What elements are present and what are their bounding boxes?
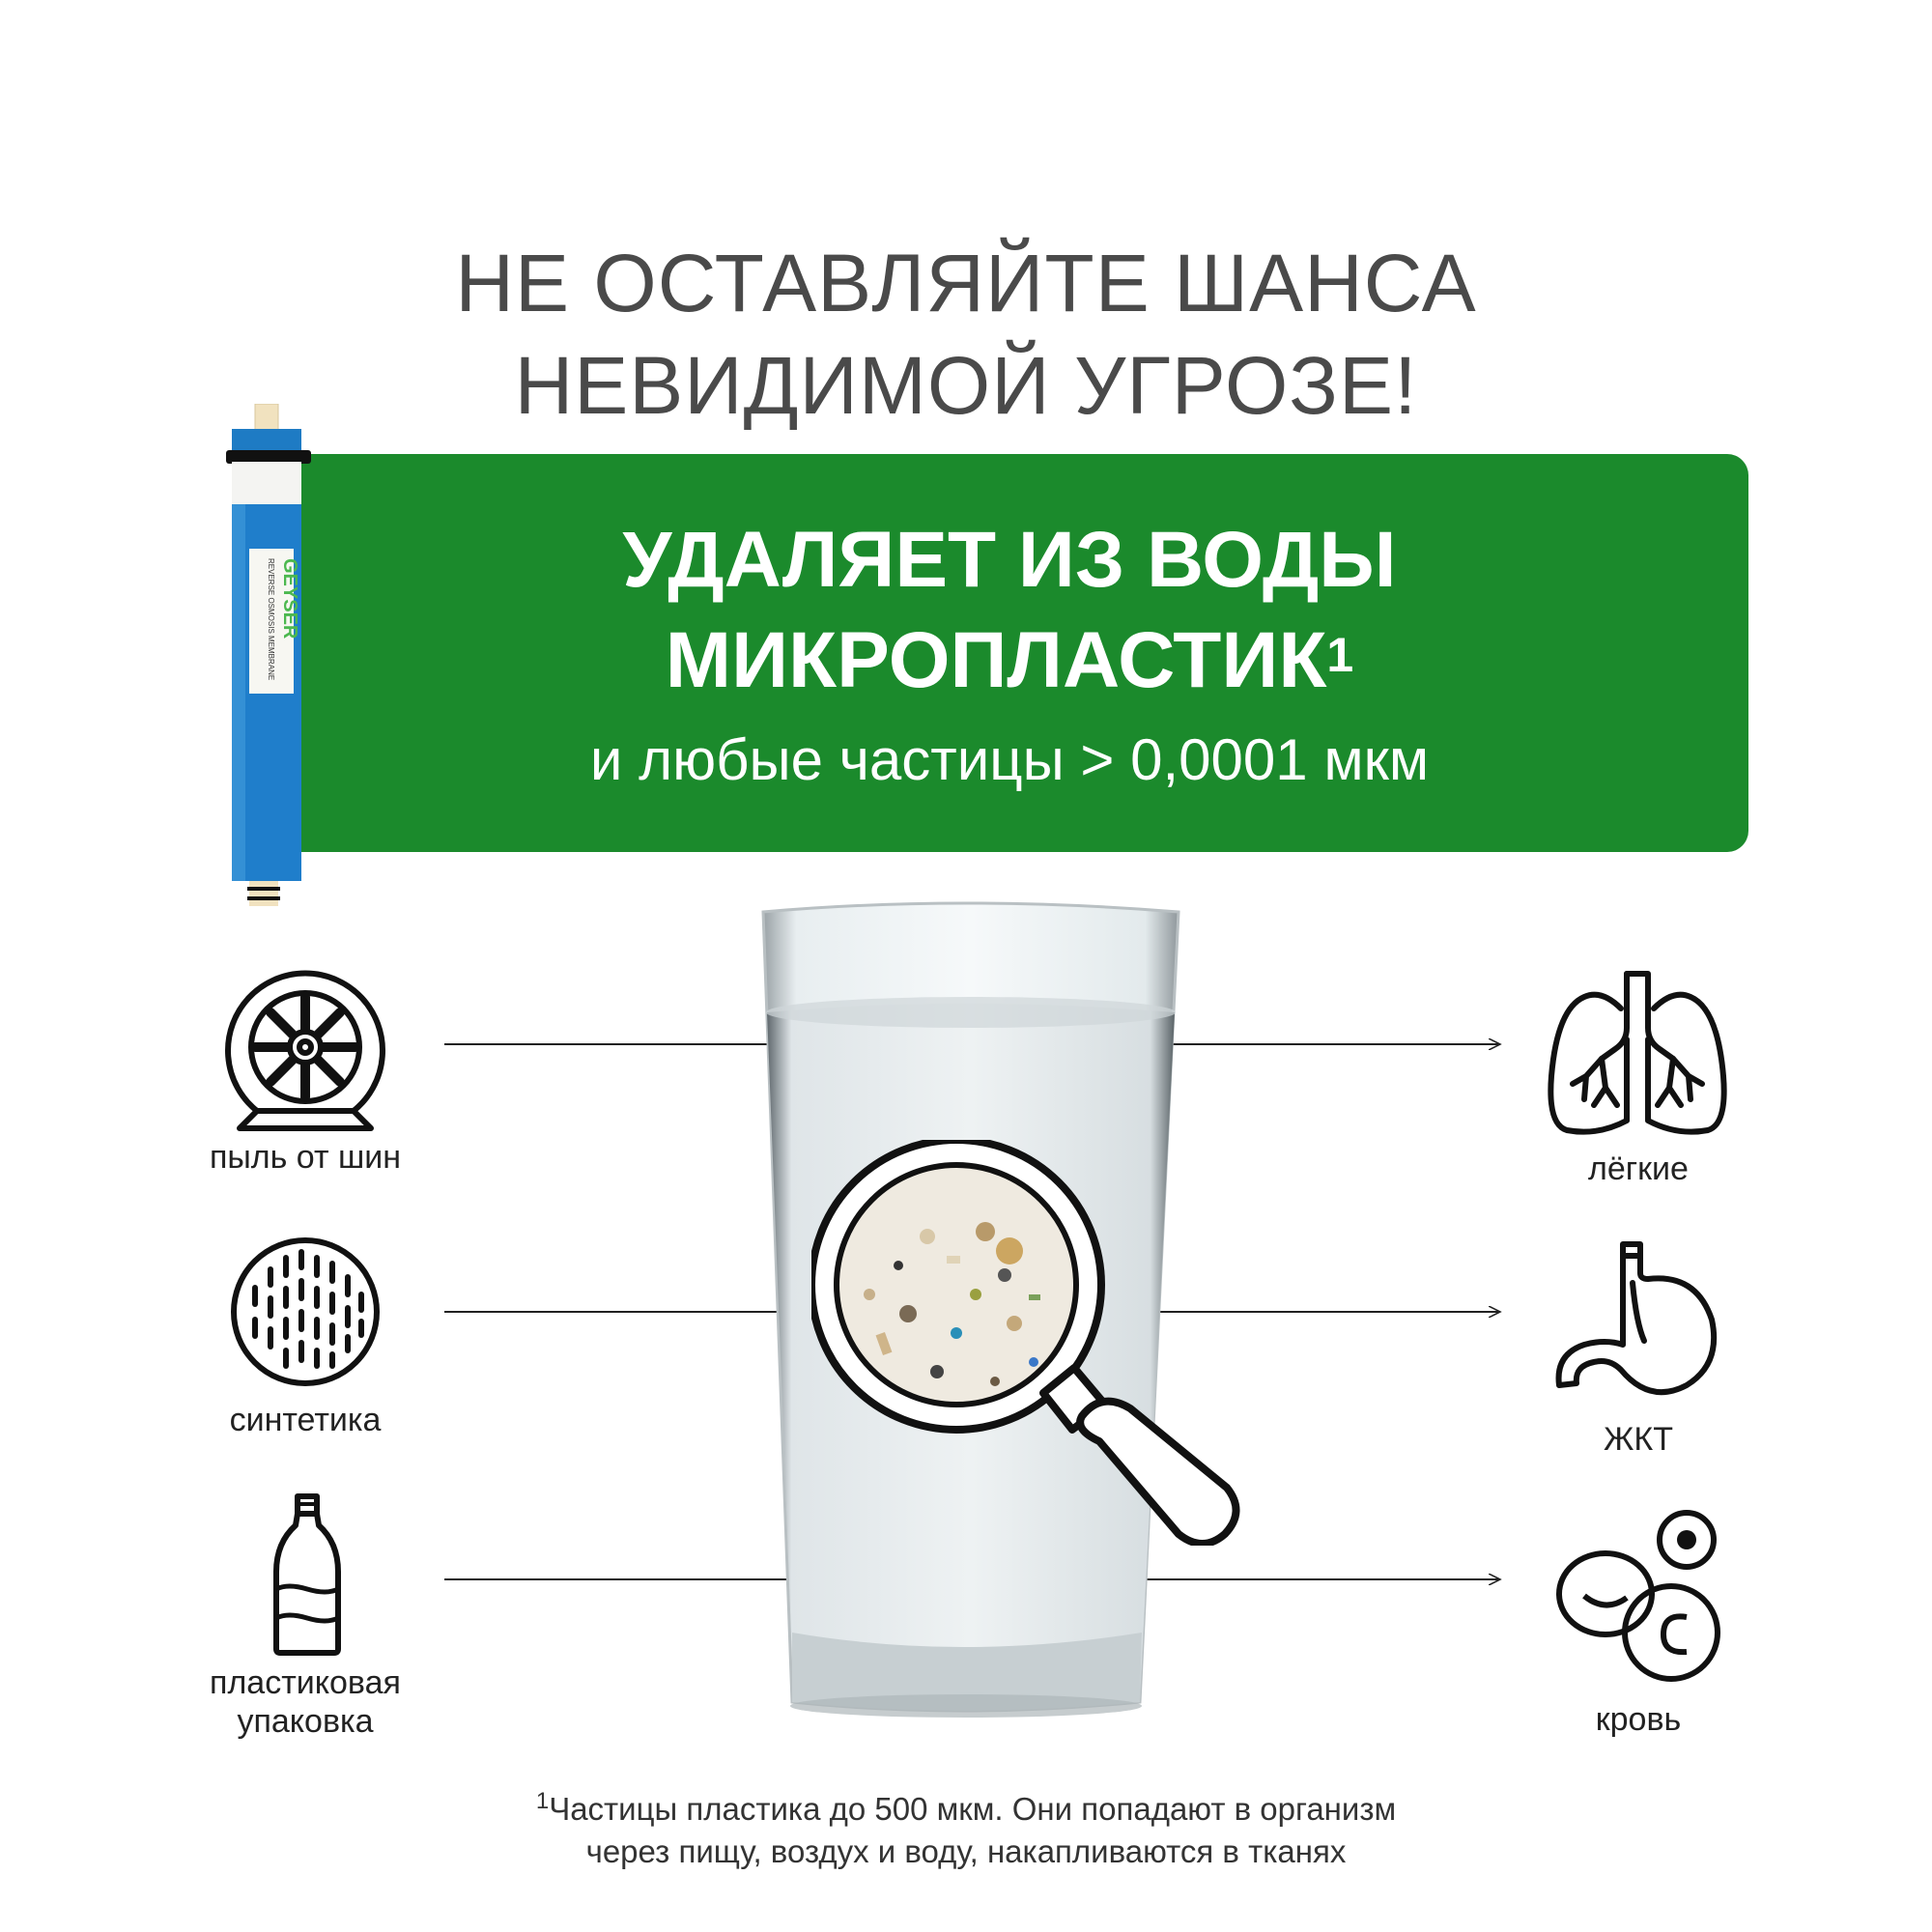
target-label-lungs: лёгкие — [1588, 1151, 1689, 1187]
headline-line-1: НЕ ОСТАВЛЯЙТЕ ШАНСА — [455, 238, 1477, 328]
source-label-plastic-packaging — [170, 1663, 440, 1741]
tire-icon — [220, 966, 390, 1136]
footnote-text-1: Частицы пластика до 500 мкм. Они попадают в организм — [549, 1791, 1397, 1827]
footnote-marker: 1 — [1326, 628, 1354, 682]
source-label-plastic-line-1: пластиковая — [210, 1664, 401, 1701]
blood-cells-icon — [1551, 1509, 1725, 1683]
membrane-brand-text: GEYSER — [279, 558, 300, 639]
target-label-gi-tract: ЖКТ — [1604, 1421, 1673, 1458]
footnote-mark: 1 — [535, 1788, 550, 1814]
source-label-tire-dust: пыль от шин — [209, 1139, 402, 1176]
plastic-bottle-icon — [269, 1492, 346, 1657]
stomach-icon — [1551, 1240, 1721, 1405]
banner-title-word: МИКРОПЛАСТИК — [665, 616, 1327, 704]
source-label-plastic-line-2: упаковка — [237, 1703, 374, 1740]
footnote-line-1 — [0, 1780, 1932, 1831]
synthetic-fabric-icon — [228, 1235, 383, 1389]
source-label-synthetics: синтетика — [229, 1402, 382, 1438]
banner-title-line-1: УДАЛЯЕТ ИЗ ВОДЫ — [622, 516, 1397, 604]
target-label-blood: кровь — [1595, 1701, 1682, 1738]
banner-subtitle: и любые частицы > 0,0001 мкм — [589, 727, 1430, 792]
membrane-label-text: REVERSE OSMOSIS MEMBRANE — [267, 558, 275, 681]
footnote — [0, 1780, 1932, 1873]
magnifier-image — [811, 1140, 1256, 1546]
headline-line-2: НЕВИДИМОЙ УГРОЗЕ! — [514, 340, 1418, 431]
lungs-icon — [1544, 970, 1731, 1136]
footnote-line-2: через пищу, воздух и воду, накапливаются в тканях — [585, 1833, 1347, 1869]
